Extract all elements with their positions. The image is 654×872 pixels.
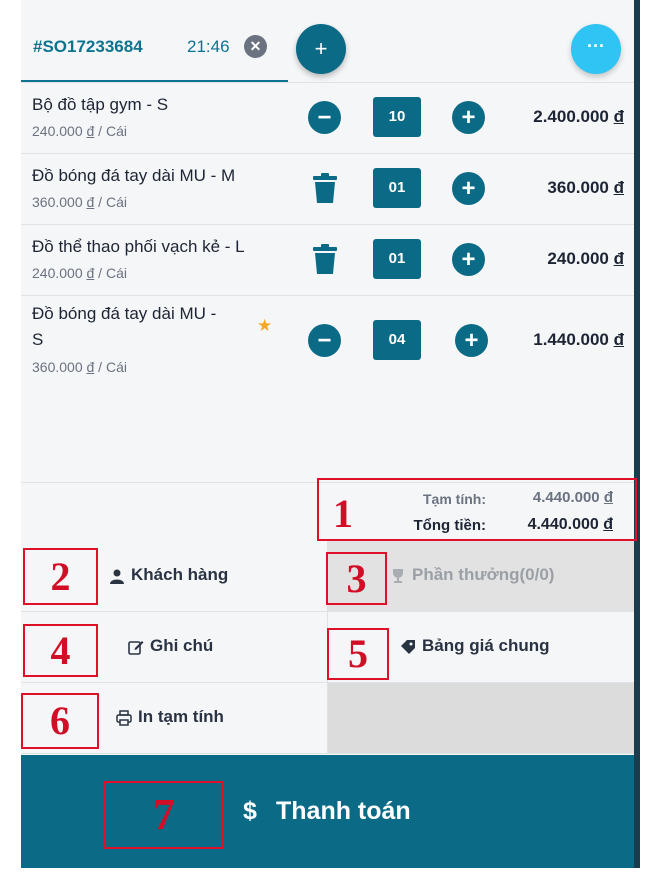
list-item xyxy=(21,154,634,225)
user-icon xyxy=(109,568,125,584)
quantity-field[interactable]: 01 xyxy=(373,168,421,208)
annotation-box-4: 4 xyxy=(23,624,98,677)
increase-button[interactable]: + xyxy=(452,243,485,276)
subtotal-value: 4.440.000 đ xyxy=(532,489,613,506)
total-value: 4.440.000 đ xyxy=(527,516,613,533)
line-total: 2.400.000 đ xyxy=(533,107,624,126)
trash-icon[interactable] xyxy=(313,244,337,274)
quantity-field[interactable]: 10 xyxy=(373,97,421,137)
quantity-field[interactable]: 01 xyxy=(373,239,421,279)
price-list-label: Bảng giá chung xyxy=(422,636,550,655)
annotation-box-1: 1 xyxy=(317,478,637,541)
price-tag-icon xyxy=(400,639,416,655)
line-total: 1.440.000 đ xyxy=(533,330,624,349)
decrease-button[interactable]: − xyxy=(308,101,341,134)
annotation-box-7: 7 xyxy=(104,781,224,849)
product-price: 240.000 đ / Cái xyxy=(32,265,127,281)
annotation-box-3: 3 xyxy=(326,552,387,605)
rewards-label: Phần thưởng(0/0) xyxy=(412,565,555,584)
order-time: 21:46 xyxy=(187,37,230,56)
order-code: #SO17233684 xyxy=(33,37,143,56)
star-icon[interactable]: ★ xyxy=(257,316,273,335)
quantity-field[interactable]: 04 xyxy=(373,320,421,360)
product-name-line2: S xyxy=(32,330,44,349)
list-item xyxy=(21,83,634,154)
order-header xyxy=(21,0,634,83)
trash-icon[interactable] xyxy=(313,173,337,203)
product-name: Bộ đồ tập gym - S xyxy=(32,95,169,114)
annotation-box-5: 5 xyxy=(327,628,389,680)
close-icon[interactable]: ✕ xyxy=(244,35,267,58)
payment-label: Thanh toán xyxy=(276,797,411,825)
decrease-button[interactable]: − xyxy=(308,324,341,357)
add-tab-button[interactable]: + xyxy=(296,24,346,74)
increase-button[interactable]: + xyxy=(452,101,485,134)
note-label: Ghi chú xyxy=(150,636,214,655)
more-options-button[interactable]: ··· xyxy=(571,24,621,74)
total-label: Tổng tiền: xyxy=(413,517,486,534)
annotation-box-6: 6 xyxy=(21,693,99,749)
increase-button[interactable]: + xyxy=(455,324,488,357)
line-total: 360.000 đ xyxy=(547,178,624,197)
right-edge-bar xyxy=(634,0,640,868)
edit-note-icon xyxy=(128,639,144,655)
empty-slot xyxy=(328,683,634,754)
dollar-icon: $ xyxy=(243,797,257,825)
product-price: 360.000 đ / Cái xyxy=(32,194,127,210)
product-name-line1: Đồ bóng đá tay dài MU - xyxy=(32,304,217,323)
subtotal-label: Tạm tính: xyxy=(423,491,486,507)
printer-icon xyxy=(116,710,132,726)
trophy-icon xyxy=(390,568,406,584)
tab-order[interactable] xyxy=(21,0,288,82)
list-item xyxy=(21,225,634,296)
customer-label: Khách hàng xyxy=(131,565,229,584)
annotation-box-2: 2 xyxy=(23,548,98,605)
list-item xyxy=(21,296,634,481)
increase-button[interactable]: + xyxy=(452,172,485,205)
product-name: Đồ bóng đá tay dài MU - M xyxy=(32,166,236,185)
product-price: 240.000 đ / Cái xyxy=(32,123,127,139)
product-price: 360.000 đ / Cái xyxy=(32,359,127,375)
line-total: 240.000 đ xyxy=(547,249,624,268)
print-draft-label: In tạm tính xyxy=(138,707,224,726)
product-name: Đồ thể thao phối vạch kẻ - L xyxy=(32,237,245,256)
